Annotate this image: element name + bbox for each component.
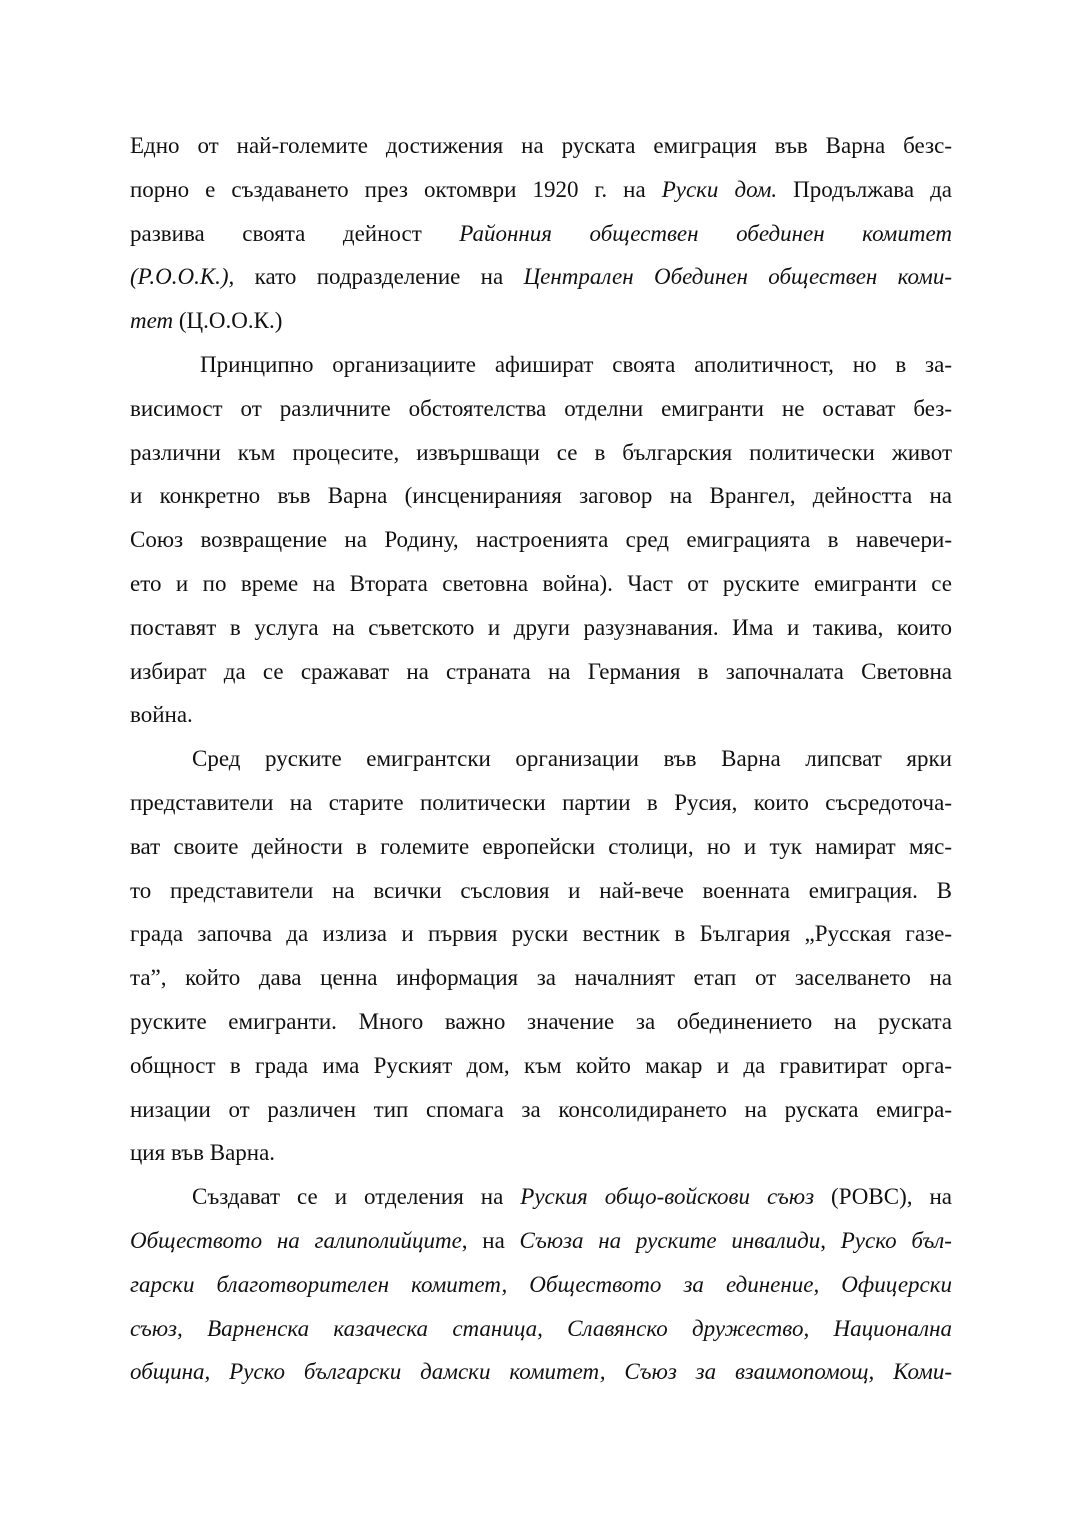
text-segment: представители на старите политически партии в Русия, които съсредоточа- (130, 789, 952, 815)
italic-text: тет (130, 308, 174, 334)
text-line (130, 562, 952, 606)
text-line (130, 168, 952, 212)
text-line (130, 518, 952, 562)
document-page (130, 124, 952, 1394)
paragraph-3 (130, 737, 952, 1175)
text-line (130, 212, 952, 256)
text-segment: ето и по време на Втората световна война). Част от руските емигранти се (130, 570, 952, 596)
paragraph-4 (130, 1175, 952, 1394)
text-line (130, 606, 952, 650)
italic-text: Районния обществен обединен комитет (459, 220, 952, 246)
text-segment: висимост от различните обстоятелства отделни емигранти не остават без- (130, 395, 952, 421)
text-line (130, 1131, 952, 1175)
text-segment: (Ц.О.О.К.) (173, 308, 283, 334)
text-segment: Продължава да (777, 176, 952, 202)
text-line (130, 912, 952, 956)
text-segment: Принципно организациите афишират своята аполитичност, но в за- (200, 351, 952, 377)
text-line (130, 431, 952, 475)
text-line (130, 1175, 952, 1219)
text-segment: Създават се и отделения на (192, 1184, 521, 1210)
text-segment: Союз возвращение на Родину, настроенията сред емиграцията в навечери- (130, 527, 952, 553)
text-line (130, 124, 952, 168)
italic-text: гарски благотворителен комитет, Обществото за единение, Офицерски (130, 1271, 952, 1297)
text-line (130, 343, 952, 387)
text-line (130, 1263, 952, 1307)
italic-text: Руския общо-войскови съюз (520, 1184, 815, 1210)
text-segment: , (820, 1227, 841, 1253)
text-segment: та”, който дава ценна информация за началният етап от заселването на (130, 965, 952, 991)
text-line (130, 693, 952, 737)
text-line (130, 825, 952, 869)
text-segment: поставят в услуга на съветското и други разузнавания. Има и такива, които (130, 614, 952, 640)
text-line (130, 387, 952, 431)
text-line (130, 255, 952, 299)
text-line (130, 869, 952, 913)
text-line (130, 1044, 952, 1088)
text-segment: Сред руските емигрантски организации във Варна липсват ярки (192, 746, 952, 772)
text-line (130, 299, 952, 343)
text-segment: низации от различен тип спомага за консолидирането на руската емигра- (130, 1096, 952, 1122)
text-line (130, 781, 952, 825)
text-line (130, 1000, 952, 1044)
text-segment: порно е създаването през октомври 1920 г. на (130, 176, 662, 202)
italic-text: Руски дом. (661, 176, 778, 202)
text-segment: като подразделение на (234, 264, 524, 290)
italic-text: Съюза на руските инвалиди (519, 1227, 821, 1253)
text-segment: развива своята дейност (130, 220, 460, 246)
text-segment: избират да се сражават на страната на Германия в започналата Световна (130, 658, 952, 684)
text-segment: града започва да излиза и първия руски вестник в България „Русская газе- (130, 921, 952, 947)
italic-text: община, Руско български дамски комитет, Съюз за взаимопомощ, Коми- (130, 1359, 952, 1385)
text-segment: ват своите дейности в големите европейски столици, но и тук намират мяс- (130, 833, 952, 859)
text-line (130, 737, 952, 781)
text-line (130, 1088, 952, 1132)
italic-text: съюз, Варненска казаческа станица, Славянско дружество, Национална (130, 1315, 952, 1341)
text-line (130, 1350, 952, 1394)
text-segment: различни към процесите, извършващи се в българския политически живот (130, 439, 952, 465)
paragraph-1 (130, 124, 952, 343)
italic-text: Централен Обединен обществен коми- (523, 264, 953, 290)
paragraph-2 (130, 343, 952, 737)
text-segment: то представители на всички съсловия и най-вече военната емиграция. В (130, 877, 952, 903)
italic-text: Обществото на галиполийците (130, 1227, 462, 1253)
italic-text: Руско бъл- (840, 1227, 952, 1253)
text-segment: , на (461, 1227, 520, 1253)
text-line (130, 956, 952, 1000)
text-line (130, 474, 952, 518)
italic-text: (Р.О.О.К.), (130, 264, 235, 290)
text-segment: (РОВС), на (814, 1184, 952, 1210)
text-line (130, 1219, 952, 1263)
text-segment: руските емигранти. Много важно значение за обединението на руската (130, 1008, 952, 1034)
text-segment: ция във Варна. (130, 1140, 276, 1166)
text-line (130, 650, 952, 694)
text-segment: и конкретно във Варна (инсцениранияя заговор на Врангел, дейността на (130, 483, 952, 509)
text-segment: общност в града има Руският дом, към който макар и да гравитират орга- (130, 1052, 952, 1078)
text-line (130, 1307, 952, 1351)
text-segment: Едно от най-големите достижения на руската емиграция във Варна безс- (130, 133, 952, 158)
text-segment: война. (130, 702, 193, 728)
